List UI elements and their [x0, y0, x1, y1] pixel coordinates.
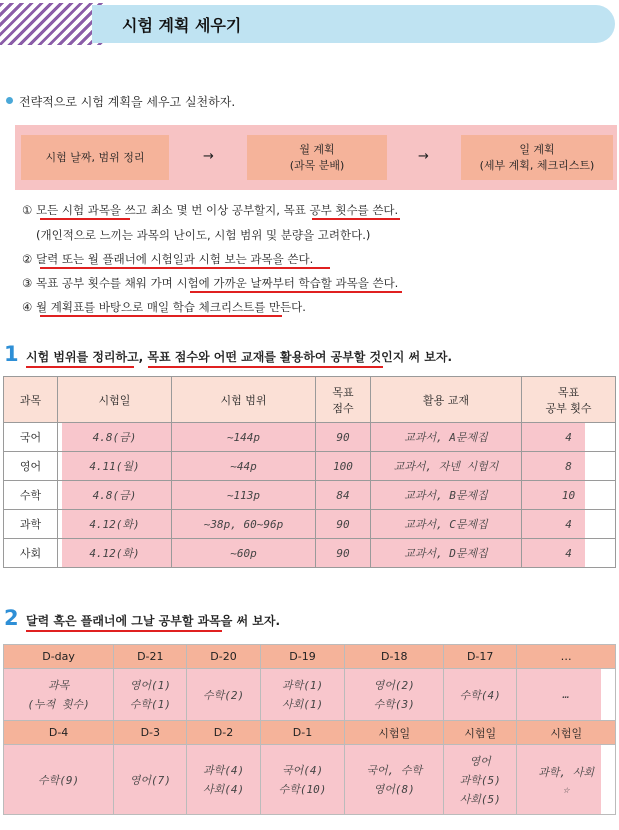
planner-day-cell	[345, 745, 444, 815]
planner-entry: …	[562, 688, 570, 701]
col-header-score-l2: 점수	[332, 401, 354, 415]
col-header-score	[316, 377, 371, 423]
table-row	[4, 510, 616, 539]
subject-cell: 영어	[4, 452, 58, 481]
note-1: ① 모든 시험 과목을 쓰고 최소 몇 번 이상 공부할지, 목표 공부 횟수를 쓴다.	[22, 203, 399, 217]
flow-step-2	[247, 135, 387, 180]
planner-day-cell	[114, 669, 187, 721]
col-header-subject: 과목	[4, 377, 58, 423]
underline	[148, 366, 383, 368]
book-cell: 교과서, 자넨 시험지	[371, 452, 522, 481]
bullet-icon	[6, 97, 13, 104]
flow-step-1-label: 시험 날짜, 범위 정리	[45, 150, 145, 164]
planner-day-header: D-20	[187, 645, 260, 669]
planner-table	[3, 644, 616, 815]
planner-day-cell	[444, 745, 517, 815]
planner-day-header: 시험일	[345, 721, 444, 745]
planner-day-header: D-18	[345, 645, 444, 669]
note-4: ④ 월 계획표를 바탕으로 매일 학습 체크리스트를 만든다.	[22, 300, 306, 314]
planner-day-header: D-3	[114, 721, 187, 745]
page-title: 시험 계획 세우기	[122, 16, 242, 35]
date-cell: 4.8(금)	[58, 423, 172, 452]
planner-entry: 수학(1)	[129, 698, 171, 711]
underline	[190, 291, 402, 293]
planner-entry: 사회(1)	[281, 698, 324, 711]
date-cell: 4.12(화)	[58, 539, 172, 568]
subject-cell: 수학	[4, 481, 58, 510]
subject-cell: 국어	[4, 423, 58, 452]
planner-day-cell	[4, 745, 114, 815]
planner-entry: 수학(3)	[373, 698, 415, 711]
planner-entry: 사회(5)	[459, 792, 501, 806]
section-1-title: 시험 범위를 정리하고, 목표 점수와 어떤 교재를 활용하여 공부할 것인지 써 보자.	[26, 350, 453, 364]
flow-step-1	[21, 135, 169, 180]
planner-day-header: D-21	[114, 645, 187, 669]
underline	[312, 218, 400, 220]
count-cell: 4	[522, 539, 616, 568]
score-cell: 100	[316, 452, 371, 481]
planner-day-cell	[4, 669, 114, 721]
table-row	[4, 423, 616, 452]
planner-day-header: D-2	[187, 721, 260, 745]
planner-entry: 영어(7)	[129, 773, 171, 787]
book-cell: 교과서, B문제집	[371, 481, 522, 510]
table-row	[4, 481, 616, 510]
planner-entry: 사회(4)	[202, 783, 245, 796]
col-header-score-l1: 목표	[332, 385, 354, 399]
planner-entry: 과목	[47, 679, 70, 692]
count-cell: 4	[522, 510, 616, 539]
planner-day-header: D-17	[444, 645, 517, 669]
count-cell: 8	[522, 452, 616, 481]
col-header-count	[522, 377, 616, 423]
planner-entry: 영어(1)	[129, 679, 171, 692]
planner-day-header: D-day	[4, 645, 114, 669]
note-1-detail: (개인적으로 느끼는 과목의 난이도, 시험 범위 및 분량을 고려한다.)	[36, 228, 371, 242]
range-cell: ~113p	[172, 481, 316, 510]
planner-day-header: 시험일	[444, 721, 517, 745]
date-cell: 4.8(금)	[58, 481, 172, 510]
planner-entry: ☆	[562, 782, 570, 796]
planner-day-cell	[260, 669, 345, 721]
planner-day-cell	[187, 745, 260, 815]
count-cell: 4	[522, 423, 616, 452]
planner-day-header: D-4	[4, 721, 114, 745]
flow-arrow-icon: →	[418, 149, 429, 164]
planner-day-cell	[444, 669, 517, 721]
range-cell: ~144p	[172, 423, 316, 452]
planner-entry: 국어, 수학	[366, 764, 423, 777]
book-cell: 교과서, D문제집	[371, 539, 522, 568]
note-3: ③ 목표 공부 횟수를 채워 가며 시험에 가까운 날짜부터 학습할 과목을 쓴다.	[22, 276, 399, 290]
flow-panel	[15, 125, 617, 190]
underline	[40, 218, 130, 220]
planner-entry: 영어	[469, 754, 491, 768]
planner-day-cell	[187, 669, 260, 721]
planner-entry: 과학(5)	[459, 773, 501, 787]
range-cell: ~44p	[172, 452, 316, 481]
flow-step-2-line2: (과목 분배)	[289, 158, 345, 172]
planner-day-cell	[260, 745, 345, 815]
planner-entry: 과학(4)	[202, 764, 245, 777]
planner-day-header: …	[517, 645, 616, 669]
table-row	[4, 539, 616, 568]
planner-entry: 과학, 사회	[538, 765, 595, 779]
planner-day-cell	[345, 669, 444, 721]
planner-day-header: 시험일	[517, 721, 616, 745]
col-header-date: 시험일	[58, 377, 172, 423]
date-cell: 4.12(화)	[58, 510, 172, 539]
flow-step-3-line1: 일 계획	[519, 142, 555, 156]
planner-day-cell	[517, 669, 616, 721]
range-cell: ~38p, 60~96p	[172, 510, 316, 539]
intro-text: 전략적으로 시험 계획을 세우고 실천하자.	[19, 95, 236, 109]
planner-entry: 국어(4)	[281, 764, 324, 777]
col-header-range: 시험 범위	[172, 377, 316, 423]
col-header-book: 활용 교재	[371, 377, 522, 423]
subject-cell: 사회	[4, 539, 58, 568]
section-1-number: 1	[4, 342, 19, 366]
score-cell: 90	[316, 423, 371, 452]
flow-step-2-line1: 월 계획	[299, 142, 335, 156]
planner-day-header: D-19	[260, 645, 345, 669]
score-cell: 90	[316, 510, 371, 539]
exam-range-table	[3, 376, 616, 568]
underline	[40, 315, 282, 317]
note-2: ② 달력 또는 월 플래너에 시험일과 시험 보는 과목을 쓴다.	[22, 252, 314, 266]
planner-entry: 수학(2)	[202, 688, 245, 702]
underline	[40, 267, 330, 269]
table-row	[4, 452, 616, 481]
book-cell: 교과서, A문제집	[371, 423, 522, 452]
planner-entry: 수학(9)	[38, 773, 80, 787]
range-cell: ~60p	[172, 539, 316, 568]
score-cell: 84	[316, 481, 371, 510]
flow-step-3	[461, 135, 613, 180]
planner-entry: 과학(1)	[281, 679, 324, 692]
planner-day-cell	[114, 745, 187, 815]
header-stripe-decoration	[0, 3, 105, 45]
underline	[26, 630, 222, 632]
underline	[26, 366, 134, 368]
planner-entry: 영어(8)	[373, 783, 415, 796]
section-2-number: 2	[4, 606, 19, 630]
planner-entry: 수학(4)	[459, 688, 501, 702]
subject-cell: 과학	[4, 510, 58, 539]
count-cell: 10	[522, 481, 616, 510]
section-2-title: 달력 혹은 플래너에 그날 공부할 과목을 써 보자.	[26, 614, 281, 628]
planner-day-header: D-1	[260, 721, 345, 745]
planner-entry: (누적 횟수)	[27, 698, 90, 711]
planner-day-cell	[517, 745, 616, 815]
flow-step-3-line2: (세부 계획, 체크리스트)	[479, 158, 595, 172]
col-header-count-l2: 공부 횟수	[545, 401, 592, 415]
date-cell: 4.11(월)	[58, 452, 172, 481]
planner-entry: 수학(10)	[278, 783, 327, 796]
score-cell: 90	[316, 539, 371, 568]
col-header-count-l1: 목표	[557, 385, 580, 399]
planner-entry: 영어(2)	[373, 679, 415, 692]
book-cell: 교과서, C문제집	[371, 510, 522, 539]
flow-arrow-icon: →	[203, 149, 214, 164]
